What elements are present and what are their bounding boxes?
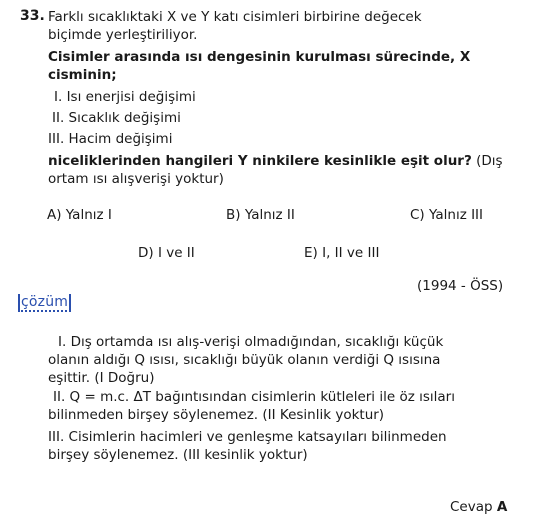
question-intro-line2: biçimde yerleştiriliyor. xyxy=(48,27,198,43)
question-stem-line2: cisminin; xyxy=(48,67,117,83)
solution-line-3: eşittir. (I Doğru) xyxy=(48,370,155,386)
choice-a[interactable]: A) Yalnız I xyxy=(47,207,112,223)
question-ask-line1 xyxy=(48,153,503,169)
solution-line-6: III. Cisimlerin hacimleri ve genleşme katsayıları bilinmeden xyxy=(48,429,447,445)
solution-line-1: I. Dış ortamda ısı alış-verişi olmadığından, sıcaklığı küçük xyxy=(58,334,444,350)
choice-d[interactable]: D) I ve II xyxy=(138,245,195,261)
question-stem-line1: Cisimler arasında ısı dengesinin kurulması sürecinde, X xyxy=(48,49,471,65)
choice-b[interactable]: B) Yalnız II xyxy=(226,207,295,223)
answer-value: A xyxy=(496,499,508,515)
solution-line-7: birşey söylenemez. (III kesinlik yoktur) xyxy=(48,447,308,463)
question-ask-bold: niceliklerinden hangileri Y ninkilere kesinlikle eşit olur? xyxy=(48,153,472,169)
solution-line-4: II. Q = m.c. ΔT bağıntısından cisimlerin kütleleri ile öz ısıları xyxy=(53,389,455,405)
statement-2: II. Sıcaklık değişimi xyxy=(52,110,181,126)
question-source: (1994 - ÖSS) xyxy=(417,278,504,294)
question-ask-rest: (Dış xyxy=(471,153,503,169)
question-number: 33. xyxy=(20,8,45,24)
solution-badge: çözüm xyxy=(18,294,71,312)
choice-c[interactable]: C) Yalnız III xyxy=(410,207,484,223)
question-intro-line1: Farklı sıcaklıktaki X ve Y katı cisimleri birbirine değecek xyxy=(48,9,422,25)
choice-e[interactable]: E) I, II ve III xyxy=(304,245,380,261)
answer xyxy=(450,499,507,515)
solution-line-2: olanın aldığı Q ısısı, sıcaklığı büyük olanın verdiği Q ısısına xyxy=(48,352,441,368)
statement-1: I. Isı enerjisi değişimi xyxy=(54,89,196,105)
solution-line-5: bilinmeden birşey söylenemez. (II Kesinlik yoktur) xyxy=(48,407,385,423)
answer-label: Cevap xyxy=(450,499,493,515)
question-ask-line2: ortam ısı alışverişi yoktur) xyxy=(48,171,224,187)
statement-3: III. Hacim değişimi xyxy=(48,131,173,147)
